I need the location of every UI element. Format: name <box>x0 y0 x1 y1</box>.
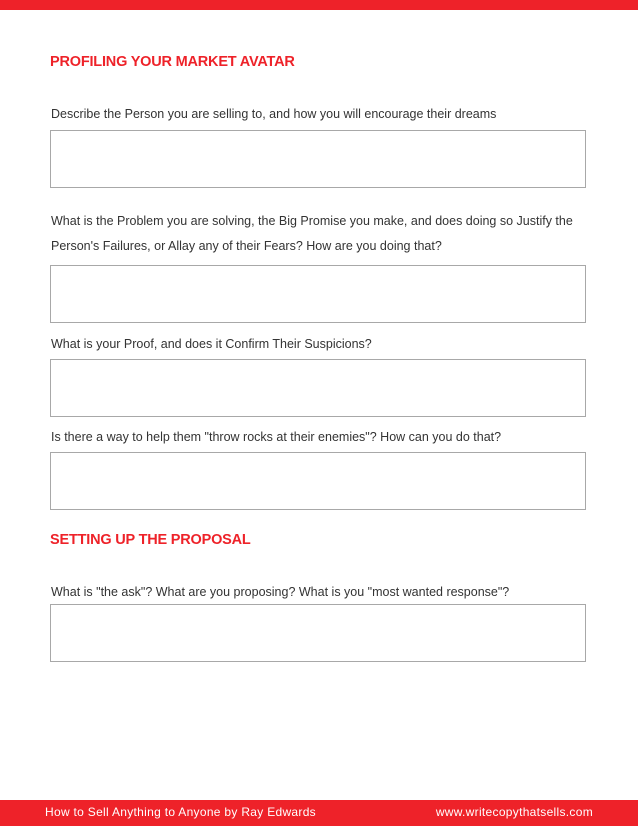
question-problem: What is the Problem you are solving, the Big Promise you make, and does doing so Justify the Person's Failures, or Allay any of their Fears? How are you doing that? <box>51 214 573 253</box>
answer-box-problem[interactable] <box>50 265 586 323</box>
question-ask: What is "the ask"? What are you proposing? What is you "most wanted response"? <box>51 585 510 599</box>
section-heading-market-avatar: PROFILING YOUR MARKET AVATAR <box>50 54 295 70</box>
answer-box-proof[interactable] <box>50 359 586 417</box>
question-enemies: Is there a way to help them "throw rocks at their enemies"? How can you do that? <box>51 430 502 444</box>
question-person: Describe the Person you are selling to, and how you will encourage their dreams <box>51 107 497 121</box>
question-proof: What is your Proof, and does it Confirm Their Suspicions? <box>51 337 372 351</box>
footer-website: www.writecopythatsells.com <box>435 805 593 819</box>
section-heading-proposal: SETTING UP THE PROPOSAL <box>50 532 251 548</box>
top-accent-bar <box>0 0 638 10</box>
answer-box-ask[interactable] <box>50 604 586 662</box>
footer-book-title: How to Sell Anything to Anyone by Ray Edwards <box>45 805 316 819</box>
answer-box-person[interactable] <box>50 130 586 188</box>
answer-box-enemies[interactable] <box>50 452 586 510</box>
